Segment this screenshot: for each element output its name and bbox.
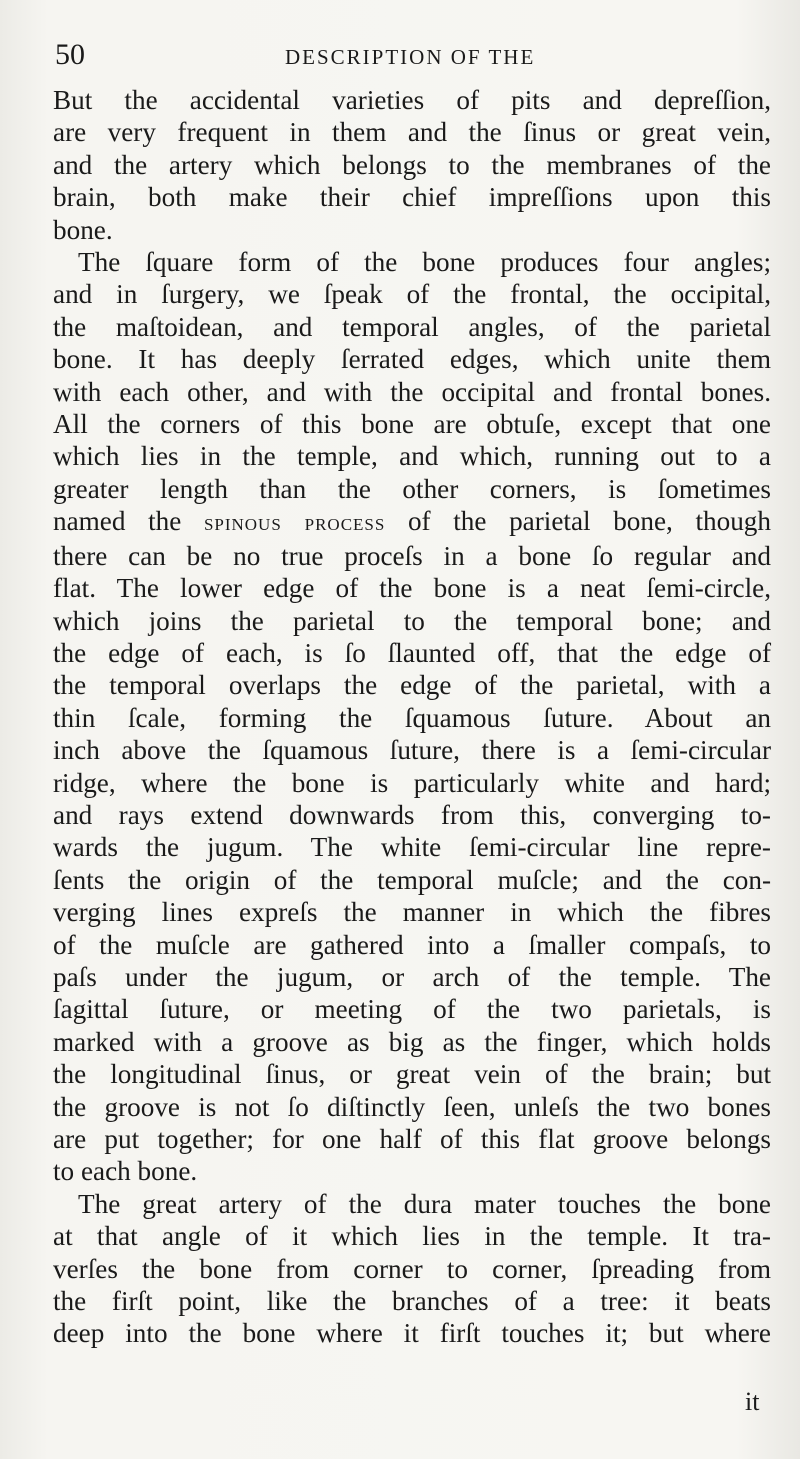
paragraph-1 xyxy=(53,84,771,246)
spinous-process-term: spinous process xyxy=(203,510,386,537)
text-line: at that angle of it which lies in the temple. It tra- xyxy=(53,1221,771,1252)
text-line: ſagittal ſuture, or meeting of the two parietals, is xyxy=(53,994,771,1025)
text-line: But the accidental varieties of pits and depreſſion, xyxy=(53,85,771,115)
text-line: the edge of each, is ſo ſlaunted off, that the edge of xyxy=(53,637,771,668)
text-line: to each bone. xyxy=(53,1156,198,1187)
text-line: The great artery of the dura mater touches the bone xyxy=(78,1188,771,1219)
text-line: the groove is not ſo diſtinctly ſeen, unleſs the two bones xyxy=(53,1091,771,1122)
text-line: All the corners of this bone are obtuſe, except that one xyxy=(53,409,771,440)
text-line: brain, both make their chief impreſſions upon this xyxy=(53,182,771,213)
text-line: thin ſcale, forming the ſquamous ſuture. About an xyxy=(53,702,771,733)
paragraph-2 xyxy=(53,246,771,1188)
text-line: are very frequent in them and the ſinus or great vein, xyxy=(53,117,771,148)
text-line: bone. It has deeply ſerrated edges, which unite them xyxy=(53,344,771,375)
text-line-with-smallcaps xyxy=(53,505,771,539)
text-line: wards the jugum. The white ſemi-circular line repre- xyxy=(53,832,771,863)
text-line: flat. The lower edge of the bone is a neat ſemi-circle, xyxy=(53,573,771,604)
text-fragment: named the xyxy=(53,506,182,537)
running-head: DESCRIPTION OF THE xyxy=(285,45,536,69)
page-number: 50 xyxy=(55,38,85,71)
text-line: The ſquare form of the bone produces four angles; xyxy=(78,247,771,278)
text-line: the temporal overlaps the edge of the parietal, with a xyxy=(53,670,771,701)
text-line: which joins the parietal to the temporal bone; and xyxy=(53,605,771,636)
text-line: deep into the bone where it firſt touches it; but where xyxy=(53,1318,771,1349)
text-line: bone. xyxy=(53,214,113,245)
page-header xyxy=(55,38,770,78)
paragraph-3 xyxy=(53,1188,771,1350)
text-line: greater length than the other corners, is ſometimes xyxy=(53,473,771,504)
text-line: ſents the origin of the temporal muſcle; and the con- xyxy=(53,864,771,895)
text-line: the maſtoidean, and temporal angles, of the parietal xyxy=(53,311,771,342)
text-line: are put together; for one half of this flat groove belongs xyxy=(53,1124,771,1154)
text-line: and in ſurgery, we ſpeak of the frontal, the occipital, xyxy=(53,279,771,310)
text-line: of the muſcle are gathered into a ſmaller compaſs, to xyxy=(53,929,771,960)
text-line: paſs under the jugum, or arch of the temple. The xyxy=(53,961,771,992)
text-line: marked with a groove as big as the finger, which holds xyxy=(53,1026,771,1057)
text-line: inch above the ſquamous ſuture, there is a ſemi-circular xyxy=(53,735,771,766)
text-line: verging lines expreſs the manner in which the fibres xyxy=(53,897,771,928)
body-text xyxy=(53,84,771,1350)
text-line: verſes the bone from corner to corner, ſpreading from xyxy=(53,1253,771,1284)
catchword: it xyxy=(745,1387,760,1416)
text-line: ridge, where the bone is particularly white and hard; xyxy=(53,767,771,798)
text-line: the longitudinal ſinus, or great vein of the brain; but xyxy=(53,1059,771,1090)
text-line: with each other, and with the occipital and frontal bones. xyxy=(53,376,771,407)
text-line: and rays extend downwards from this, converging to- xyxy=(53,799,771,830)
text-fragment: of the parietal bone, though xyxy=(407,506,771,537)
text-line: which lies in the temple, and which, running out to a xyxy=(53,441,771,472)
text-line: the firſt point, like the branches of a tree: it beats xyxy=(53,1286,771,1317)
text-line: and the artery which belongs to the membranes of the xyxy=(53,149,771,180)
text-line: there can be no true proceſs in a bone ſo regular and xyxy=(53,540,771,571)
